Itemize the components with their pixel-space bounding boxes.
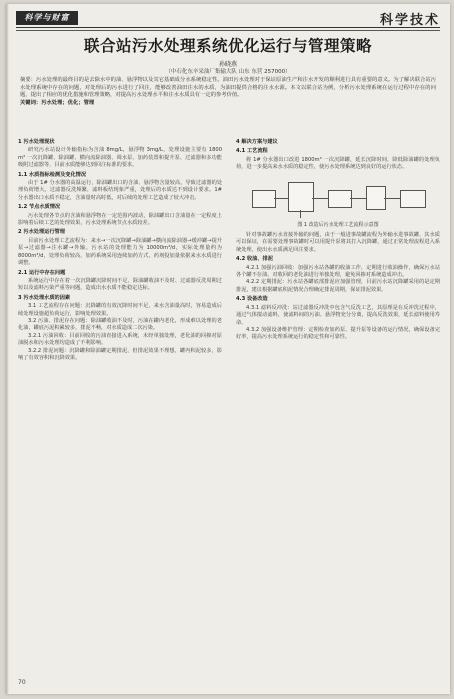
body-paragraph: 3.2 污油、排泥存在问题：除油罐收油不及时，污油在罐内老化，形成难以处理的老化油，罐底污泥积累较多，排泥不畅，对水质造成二次污染。 xyxy=(18,317,222,332)
body-paragraph: 4.3.2 加强设备维护管理：定期检查加药泵、提升泵等设备的运行情况，确保设备完好率，提高污水处理系统运行的稳定性和可靠性。 xyxy=(236,326,440,341)
page-number: 70 xyxy=(18,679,26,686)
section-heading: 4 解决方案与建议 xyxy=(236,139,278,145)
section-heading: 2 污水处理运行管理 xyxy=(18,229,65,236)
keywords-text: 关键词：污水处理；优化；管理 xyxy=(20,99,95,106)
body-paragraph: 针对事故罐污水直接外输的问题，由于一般进事故罐流程为外输水进事故罐，其水质可以保证，在需要处理事故罐时可以用提升泵将其打入沉降罐，通过正常处理流程进入系统处理，使出水水质满足回注要求。 xyxy=(236,232,440,253)
header-rule xyxy=(16,27,440,28)
figure-pipe-line xyxy=(350,198,366,199)
journal-page xyxy=(6,4,450,694)
body-paragraph: 4.3.1 滤料反冲洗：站过滤器反冲洗中包含气反洗工艺，其原理是在反冲洗过程中，通过气体搅动滤料，使滤料间的污油、悬浮物充分分离，提高反洗效果，延长滤料使用寿命。 xyxy=(236,304,440,326)
figure-pipe-line xyxy=(274,198,288,199)
column-name-badge: 科学与财富 xyxy=(16,11,78,25)
process-flow-figure xyxy=(248,176,428,220)
body-paragraph: 4.2.2 定期排泥：污水站各罐底部排泥应加强管理，目前污水站沉降罐采用的是定期排泥，建议根据罐底积泥情况合理确定排泥周期，保证排泥效果。 xyxy=(236,279,440,293)
body-paragraph: 由于 1# 分水器的高温运行，除油罐出口的含油、悬浮物含量较高，导致过滤器的处理负荷增大，过滤器反洗频繁，滤料板结现象严重，处理后的水质达不到设计要求。1# 分水器出口水质不稳定，含油量时高时低，对后续的处理工艺造成了较大冲击。 xyxy=(18,180,222,201)
figure-tank-box xyxy=(288,182,314,212)
body-paragraph: 3.2.1 污油回收：目前回收的污油直接进入系统，未经单独处理，老化油的回掺对原油脱水和污水处理均造成了不利影响。 xyxy=(18,332,222,347)
section-heading: 1.2 节点水质情况 xyxy=(18,204,61,211)
figure-tank-box xyxy=(328,190,352,208)
figure-pipe-line xyxy=(300,210,301,218)
body-paragraph: 目前污水处理工艺流程为：来水→一次沉降罐→除油罐→横向流除油器→缓冲罐→提升泵→过滤器→注水罐→外输。污水站的处理能力为 10000m³/d，实际处理量约为 8000m³/d，处理负荷较高，加药系统采用连续加药方式，药剂投加量依据来水水质进行调整。 xyxy=(18,237,222,267)
body-paragraph: 3.2.2 排泥问题：沉降罐和除油罐定期排泥，但排泥效果不理想，罐内积泥较多，影响了有效容积和沉降效果。 xyxy=(18,347,222,361)
article-author: 孙晓燕 xyxy=(218,61,237,68)
section-heading: 4.3 设备改造 xyxy=(236,296,268,303)
abstract-text: 摘要：污水处理的最终目的是去除水中的油、悬浮物以及其它基础成分水系统稳定性。油田污水处理对于保证原油生产和注水开发的顺利进行具有重要的意义。为了解决联合站污水处理系统中存在的问题，对处理后的污水进行了回注，能够改善油田注水的水质，为油田提供合格的注水水源。本文以联合站为例，分析污水处理系统在运行过程中存在的问题，提出了相应的优化措施和管理策略，对提高污水处理水平和注水水质具有一定的参考价值。 xyxy=(20,77,436,99)
right-column xyxy=(236,137,440,342)
figure-pipe-line xyxy=(312,198,328,199)
abstract-block xyxy=(20,77,436,107)
section-heading: 3 污水处理水质的因素 xyxy=(18,294,71,301)
section-heading: 1 污水处理现状 xyxy=(18,139,55,145)
body-paragraph: 研究污水站设计外输指标为含油 8mg/L，悬浮物 3mg/L，处理设施主要有 1800 m³ 一次沉降罐、除油罐、横向流除油器、调水泵、加药装置和提升泵、过滤器和多功能吸附过滤器等，目前水质能够达到回注标准的要求。 xyxy=(18,147,222,169)
section-heading: 2.1 运行中存在问题 xyxy=(18,269,66,276)
figure-tank-box xyxy=(252,190,276,208)
section-heading: 1.1 水质指标检测及变化情况 xyxy=(18,171,87,178)
body-paragraph: 4.2.1 加强污油回收：加强污水站各罐的收油工作，定期进行收油操作，确保污水站各个罐不存油。对收回的老化油进行单独处理，避免回掺对系统造成冲击。 xyxy=(236,264,440,279)
body-paragraph: 系统运行中存在着一次沉降罐沉降时间不足、除油罐收油不及时、过滤器反洗周期过短以及滤料污染严重等问题，造成出水水质不能稳定达标。 xyxy=(18,277,222,292)
header-rule-thin xyxy=(16,30,440,31)
article-affiliation: （中石化东辛采油厂集输大队 山东 东营 257000） xyxy=(165,69,291,75)
body-paragraph: 将 1# 分水器出口改进 1800m³ 一次沉降罐，延长沉降时间，降低除油罐的处理负荷，进一步提高来水水质的稳定性，使污水处理系统达到良好的运行状态。 xyxy=(236,156,440,171)
section-heading: 科学技术 xyxy=(379,13,440,28)
section-heading: 4.1 工艺流程 xyxy=(236,148,268,155)
article-title: 联合站污水处理系统优化运行与管理策略 xyxy=(83,36,372,55)
body-paragraph: 污水处理各节点的含油和悬浮物在一定范围内波动，除油罐出口含油量在一定程度上影响着后续工艺的处理效果，污水处理系统节点水质较差。 xyxy=(18,212,222,227)
section-heading: 4.2 收油、排泥 xyxy=(236,256,273,263)
figure-tank-box xyxy=(400,190,426,208)
left-column xyxy=(18,137,222,362)
figure-pipe-line xyxy=(384,198,400,199)
page-binding-shadow xyxy=(6,4,9,694)
body-paragraph: 3.1 工艺流程存在问题：沉降罐的有效沉降时间不足，来水含油量高时，容易造成后续处理设施超负荷运行，影响处理效果。 xyxy=(18,303,222,317)
figure-tank-box xyxy=(366,186,386,210)
figure-caption: 图 1 改造后污水处理工艺流程示意图 xyxy=(297,221,379,228)
